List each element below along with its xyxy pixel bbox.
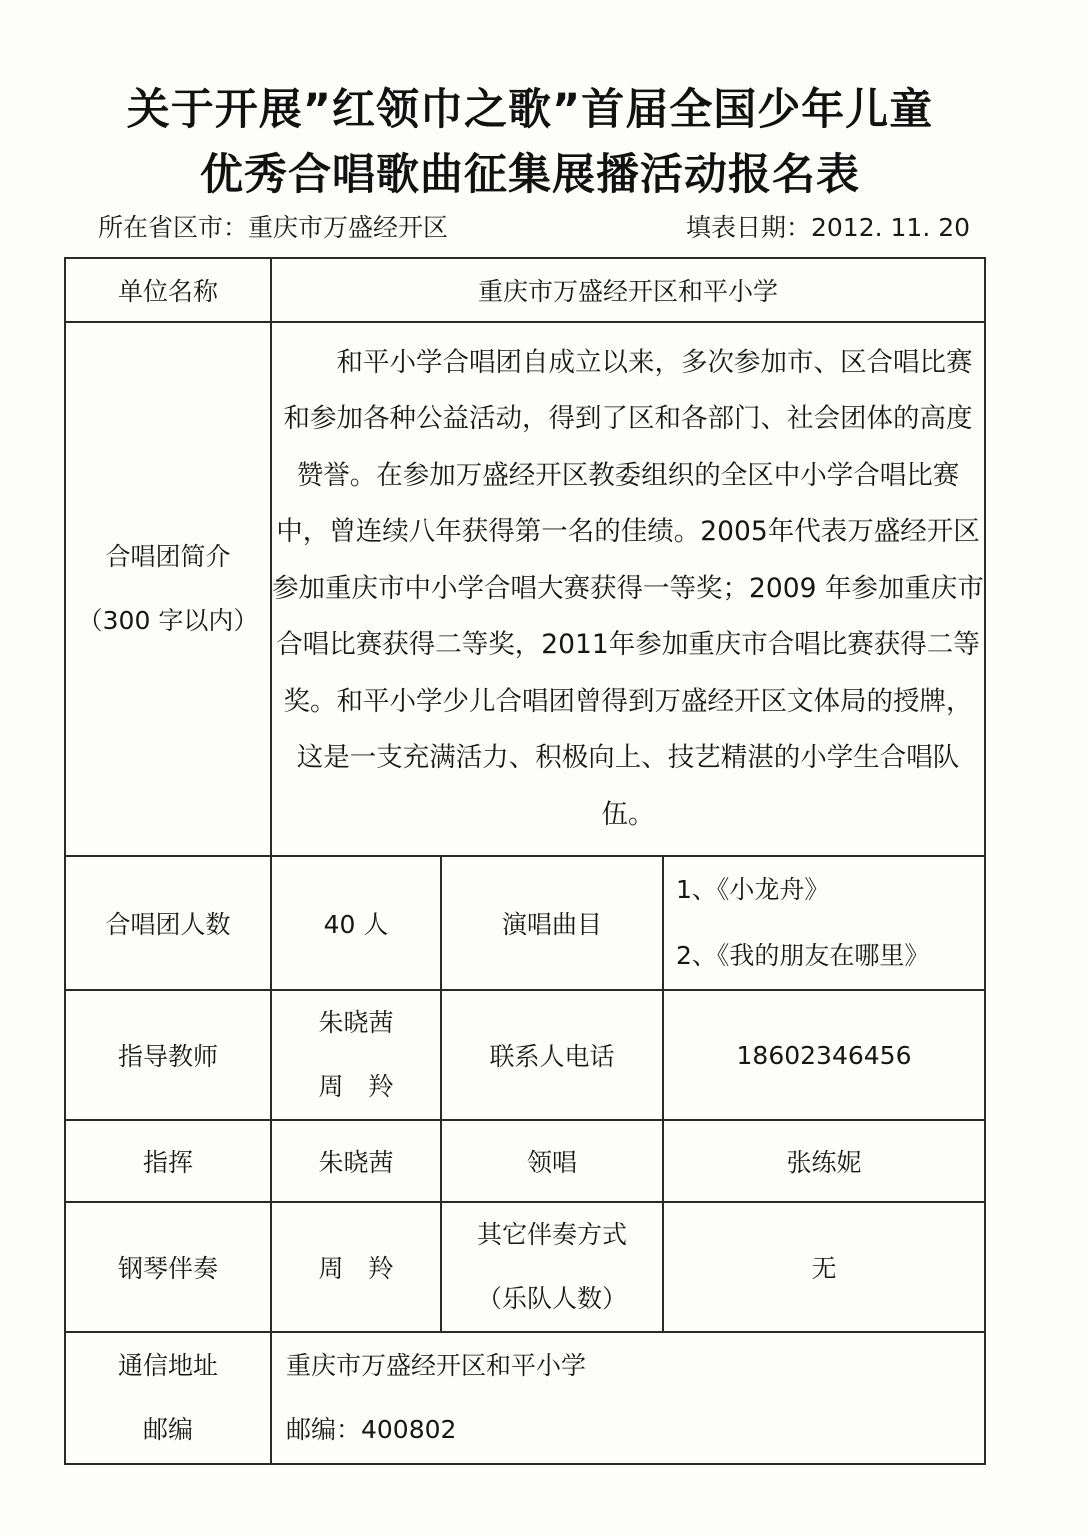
piano-row [65, 1202, 985, 1332]
teacher-name-1: 朱晓茜 [318, 1008, 394, 1037]
address-value [271, 1332, 985, 1464]
teacher-row [65, 990, 985, 1120]
registration-table [64, 257, 986, 1465]
intro-paragraph: 和平小学合唱团自成立以来，多次参加市、区合唱比赛和参加各种公益活动，得到了区和各部门、社会团体的高度赞誉。在参加万盛经开区教委组织的全区中小学合唱比赛中，曾连续八年获得第一名的佳绩。2005年代表万盛经开区参加重庆市中小学合唱大赛获得一等奖；2009 年参加重庆市合唱比赛获得二等奖，2011年参加重庆市合唱比赛获得二等奖。和平小学少儿合唱团曾得到万盛经开区文体局的授牌，这是一支充满活力、积极向上、技艺精湛的小学生合唱队伍。 [272, 346, 984, 830]
address-row [65, 1332, 985, 1464]
intro-label-line1: 合唱团简介 [105, 542, 231, 571]
members-value: 40 人 [271, 856, 441, 990]
unit-row [65, 258, 985, 322]
other-accompaniment-label [441, 1202, 663, 1332]
form-title-line2: 优秀合唱歌曲征集展播活动报名表 [200, 150, 860, 200]
conductor-label: 指挥 [65, 1120, 271, 1202]
song-item-2: 2、《我的朋友在哪里》 [676, 941, 930, 970]
intro-label [65, 322, 271, 856]
teacher-label: 指导教师 [65, 990, 271, 1120]
other-accompaniment-label-line2: （乐队人数） [476, 1284, 627, 1313]
lead-singer-value: 张练妮 [663, 1120, 985, 1202]
postcode-text: 邮编：400802 [286, 1415, 457, 1444]
conductor-value: 朱晓茜 [271, 1120, 441, 1202]
address-text: 重庆市万盛经开区和平小学 [286, 1351, 587, 1380]
teacher-name-2: 周 羚 [318, 1072, 394, 1101]
region-field: 所在省区市：重庆市万盛经开区 [98, 213, 449, 242]
piano-label: 钢琴伴奏 [65, 1202, 271, 1332]
members-row [65, 856, 985, 990]
songs-label: 演唱曲目 [441, 856, 663, 990]
phone-value: 18602346456 [663, 990, 985, 1120]
address-label-line1: 通信地址 [117, 1351, 218, 1380]
lead-singer-label: 领唱 [441, 1120, 663, 1202]
other-accompaniment-value: 无 [663, 1202, 985, 1332]
piano-value: 周 羚 [271, 1202, 441, 1332]
form-title-line1: 关于开展”红领巾之歌”首届全国少年儿童 [126, 85, 934, 135]
intro-content [271, 322, 985, 856]
phone-label: 联系人电话 [441, 990, 663, 1120]
songs-list [663, 856, 985, 990]
address-label [65, 1332, 271, 1464]
intro-row [65, 322, 985, 856]
intro-label-line2: （300 字以内） [77, 606, 259, 635]
other-accompaniment-label-line1: 其它伴奏方式 [476, 1220, 627, 1249]
unit-label: 单位名称 [65, 258, 271, 322]
teacher-names [271, 990, 441, 1120]
address-label-line2: 邮编 [142, 1415, 193, 1444]
unit-value: 重庆市万盛经开区和平小学 [271, 258, 985, 322]
members-label: 合唱团人数 [65, 856, 271, 990]
fill-date-field: 填表日期：2012. 11. 20 [686, 213, 971, 242]
song-item-1: 1、《小龙舟》 [676, 875, 830, 904]
conductor-row [65, 1120, 985, 1202]
